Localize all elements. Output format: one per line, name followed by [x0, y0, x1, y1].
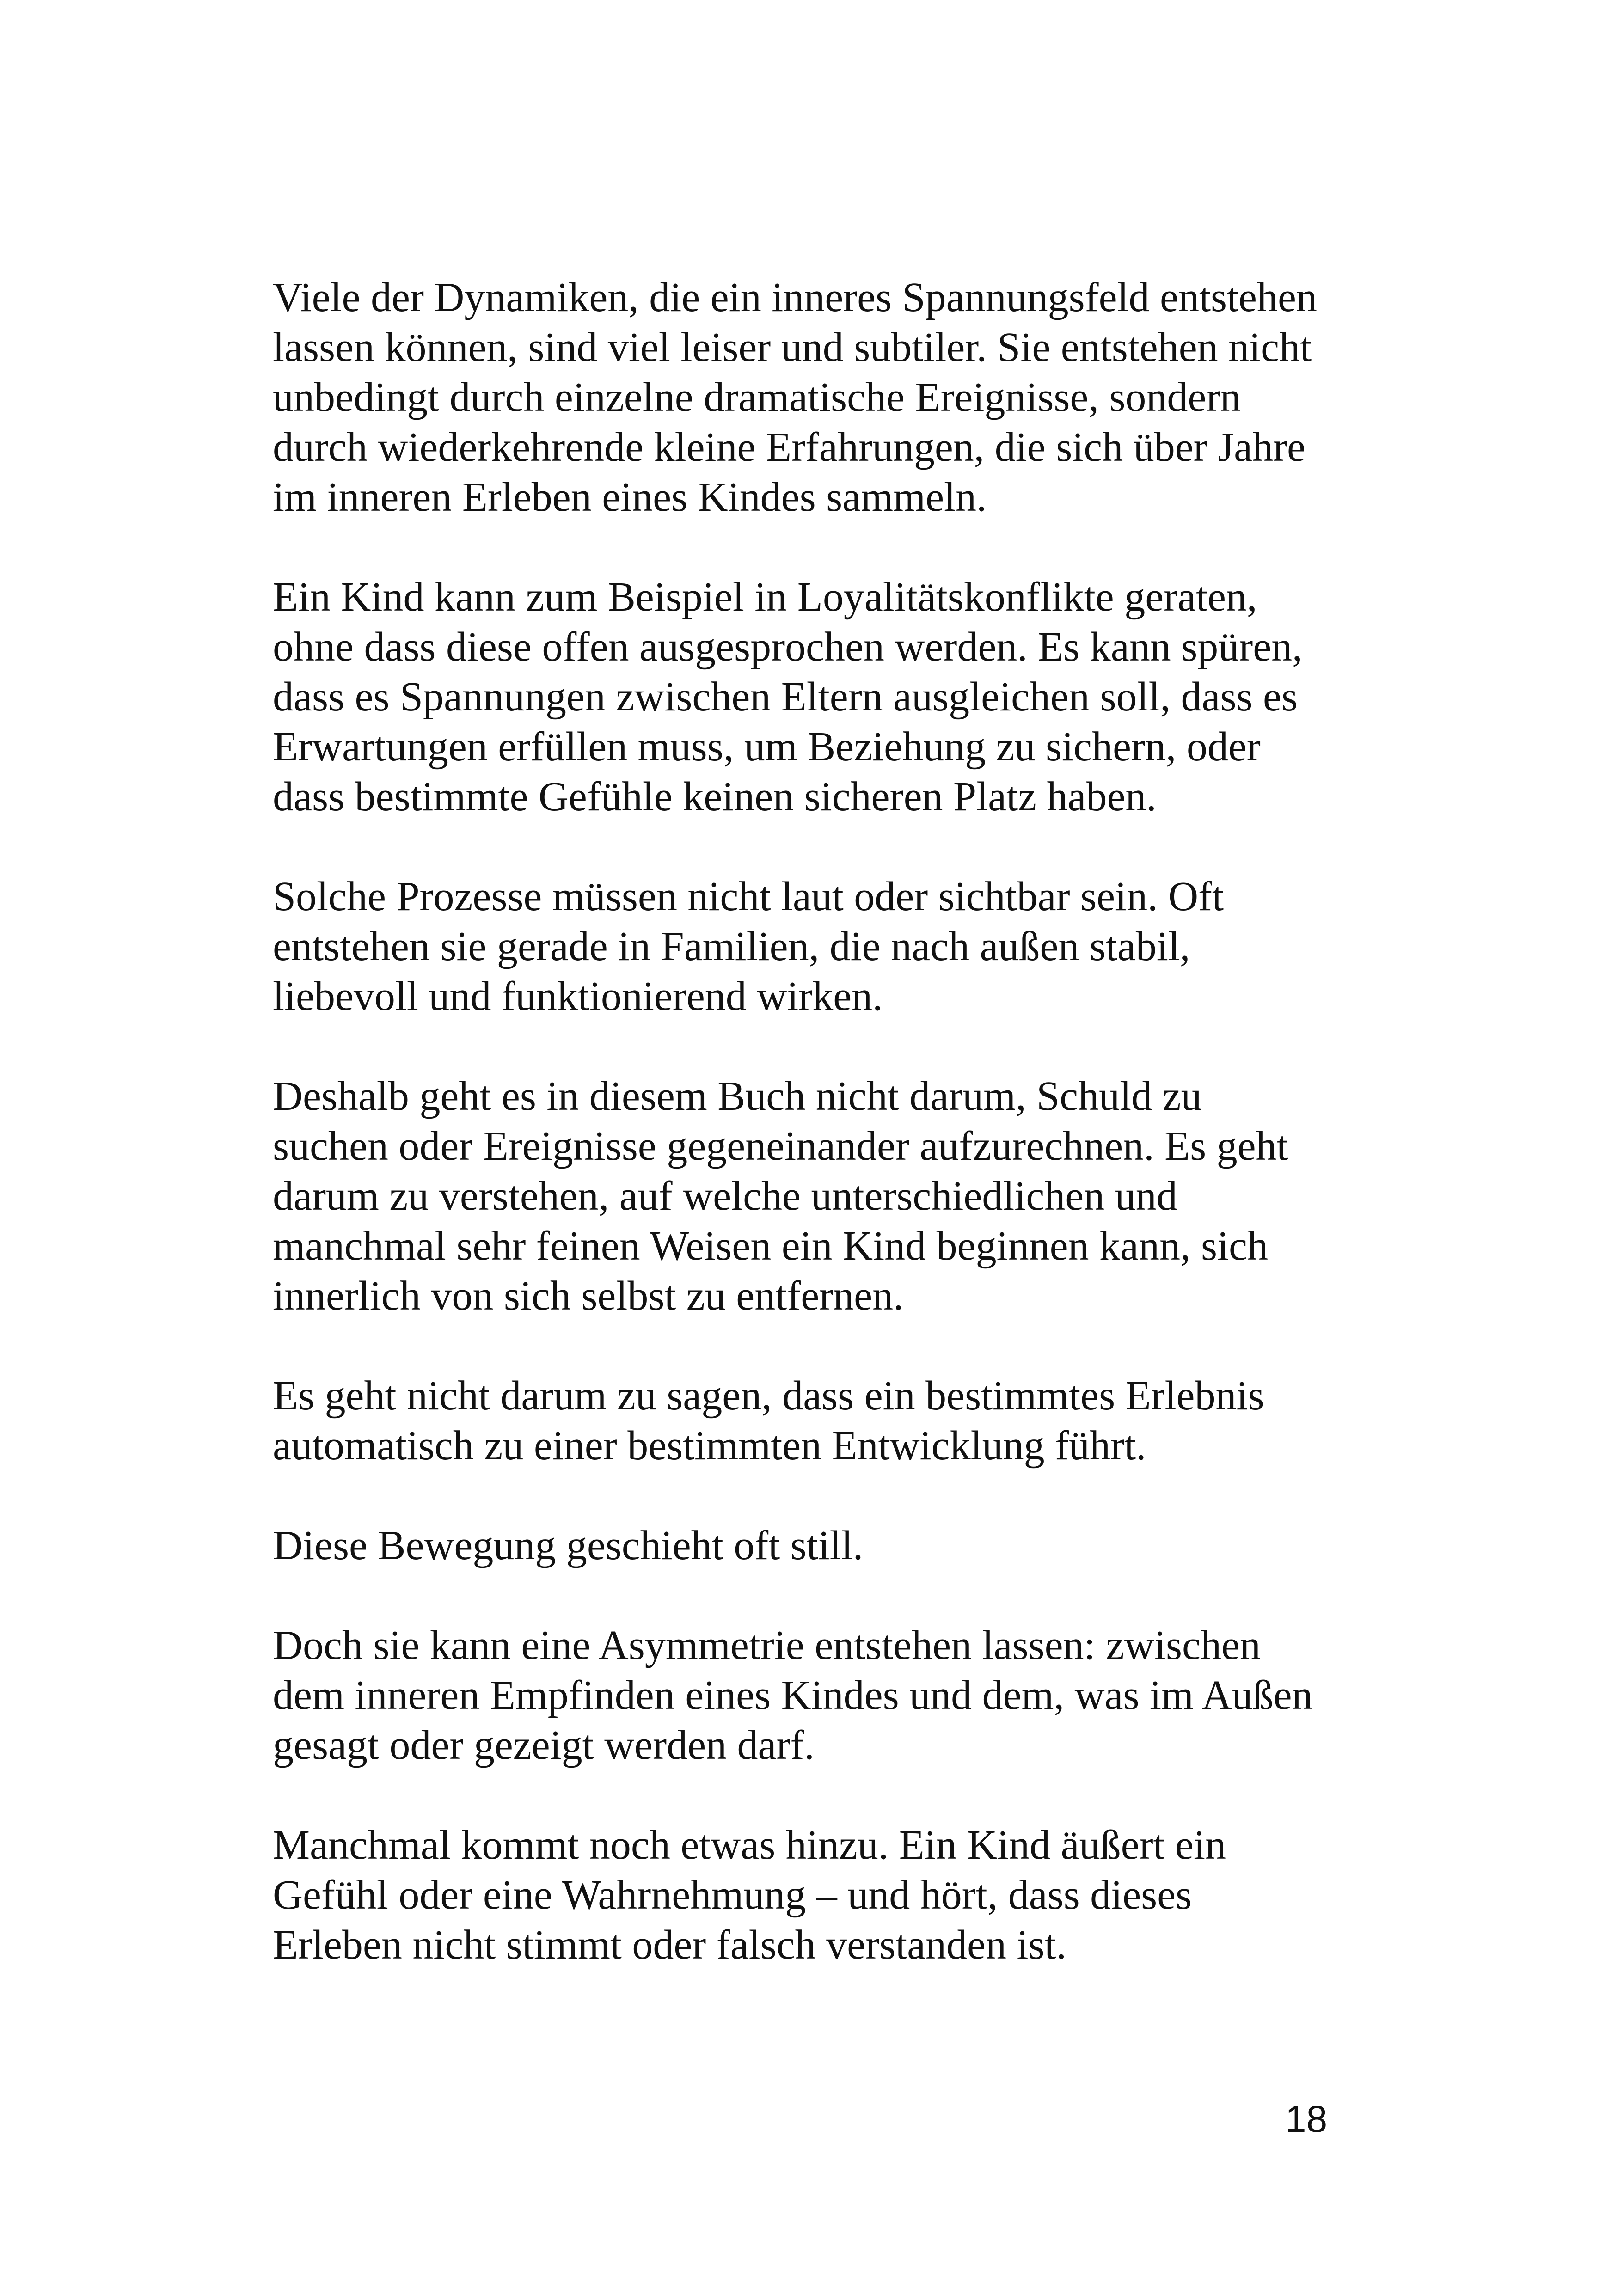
- text-line: Es geht nicht darum zu sagen, dass ein bestimmtes Erlebnis: [273, 1373, 1264, 1419]
- text-line: Diese Bewegung geschieht oft still.: [273, 1523, 864, 1568]
- text-line: unbedingt durch einzelne dramatische Ereignisse, sondern: [273, 374, 1241, 420]
- paragraph-8: [273, 1820, 1391, 1970]
- paragraph-7: [273, 1621, 1391, 1770]
- page-number: 18: [1285, 2098, 1328, 2140]
- text-line: Gefühl oder eine Wahrnehmung – und hört, dass dieses: [273, 1872, 1192, 1918]
- text-line: Ein Kind kann zum Beispiel in Loyalitätskonflikte geraten,: [273, 574, 1257, 620]
- text-line: Doch sie kann eine Asymmetrie entstehen lassen: zwischen: [273, 1623, 1261, 1668]
- text-line: im inneren Erleben eines Kindes sammeln.: [273, 474, 987, 520]
- text-line: suchen oder Ereignisse gegeneinander aufzurechnen. Es geht: [273, 1123, 1288, 1169]
- text-line: gesagt oder gezeigt werden darf.: [273, 1722, 815, 1768]
- paragraph-2: [273, 572, 1391, 822]
- text-line: Erleben nicht stimmt oder falsch verstanden ist.: [273, 1922, 1067, 1968]
- text-line: dem inneren Empfinden eines Kindes und dem, was im Außen: [273, 1672, 1313, 1718]
- text-line: innerlich von sich selbst zu entfernen.: [273, 1273, 904, 1319]
- body-text: [273, 273, 1391, 2020]
- text-line: ohne dass diese offen ausgesprochen werden. Es kann spüren,: [273, 624, 1303, 670]
- text-line: durch wiederkehrende kleine Erfahrungen, die sich über Jahre: [273, 424, 1306, 470]
- paragraph-4: [273, 1071, 1391, 1321]
- text-line: darum zu verstehen, auf welche unterschiedlichen und: [273, 1173, 1177, 1219]
- text-line: dass es Spannungen zwischen Eltern ausgleichen soll, dass es: [273, 674, 1298, 720]
- text-line: manchmal sehr feinen Weisen ein Kind beginnen kann, sich: [273, 1223, 1268, 1269]
- text-line: automatisch zu einer bestimmten Entwicklung führt.: [273, 1423, 1146, 1469]
- text-line: lassen können, sind viel leiser und subtiler. Sie entstehen nicht: [273, 325, 1312, 370]
- text-line: Manchmal kommt noch etwas hinzu. Ein Kind äußert ein: [273, 1822, 1226, 1868]
- paragraph-1: [273, 273, 1391, 522]
- text-line: Viele der Dynamiken, die ein inneres Spannungsfeld entstehen: [273, 275, 1317, 320]
- text-line: Deshalb geht es in diesem Buch nicht darum, Schuld zu: [273, 1073, 1202, 1119]
- paragraph-6: [273, 1521, 1391, 1571]
- text-line: entstehen sie gerade in Familien, die nach außen stabil,: [273, 924, 1190, 969]
- text-line: dass bestimmte Gefühle keinen sicheren Platz haben.: [273, 774, 1157, 820]
- text-line: Solche Prozesse müssen nicht laut oder sichtbar sein. Oft: [273, 874, 1224, 919]
- paragraph-5: [273, 1371, 1391, 1471]
- text-line: liebevoll und funktionierend wirken.: [273, 974, 883, 1019]
- paragraph-3: [273, 872, 1391, 1022]
- text-line: Erwartungen erfüllen muss, um Beziehung zu sichern, oder: [273, 724, 1261, 770]
